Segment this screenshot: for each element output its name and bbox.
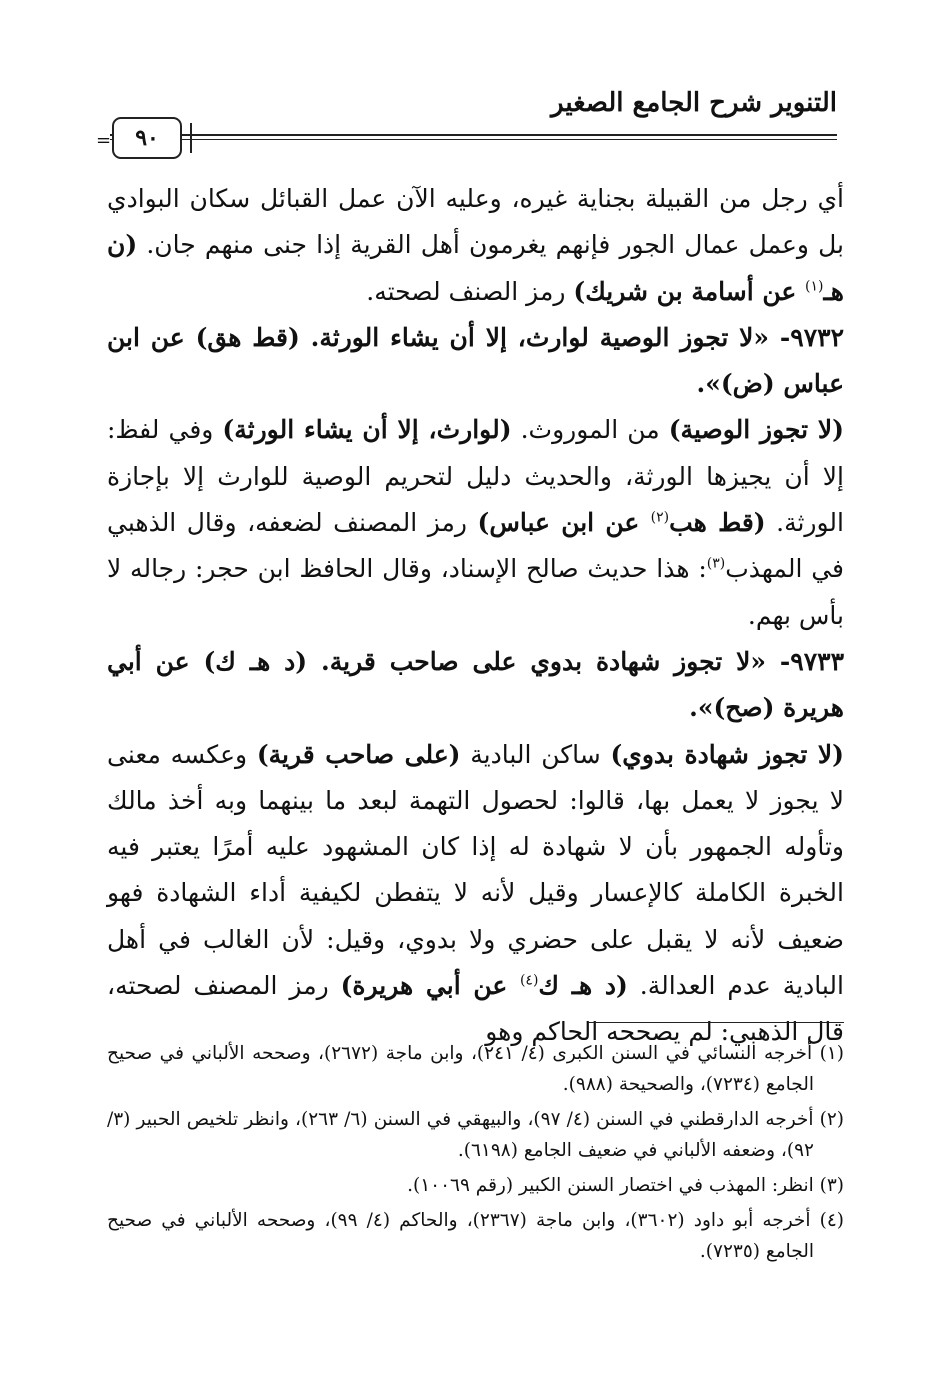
narrator: عن أسامة بن شريك)	[573, 276, 806, 306]
footnote-ref: (١)	[805, 278, 824, 295]
quoted-phrase: (لا تجوز شهادة بدوي)	[610, 739, 844, 769]
footnote-4: (٤) أخرجه أبو داود (٣٦٠٢)، وابن ماجة (٢٣٦٧)، والحاكم (٤/ ٩٩)، وصححه الألباني في صحيح الجامع (٧٢٣٥).	[107, 1210, 844, 1262]
hadith-text: ٩٧٣٣- «لا تجوز شهادة بدوي على صاحب قرية. (د هـ ك) عن أبي هريرة (صح)».	[107, 646, 844, 723]
main-text	[107, 176, 844, 1056]
text-run: وعكسه معنى لا يجوز لا يعمل بها، قالوا: لحصول التهمة لبعد ما بينهما وبه أخذ مالك وتأوله الجمهور بأن لا شهادة له إذا كان المشهود عليه أمرًا يعتبر فيه الخبرة الكاملة كالإعسار وقيل لأنه لا يتفطن لكيفية أداء الشهادة فهو ضعيف لأنه لا يقبل على حضري ولا بدوي، وقيل: لأن الغالب في أهل البادية عدم العدالة.	[107, 739, 844, 1001]
text-run: رمز الصنف لصحته.	[366, 276, 574, 306]
source-code: (ن هـ	[107, 230, 844, 306]
footnote-ref: (٣)	[706, 556, 726, 573]
text-run: وفي لفظ: إلا أن يجيزها الورثة، والحديث دليل لتحريم الوصية للوارث إلا بإجازة الورثة.	[107, 415, 845, 538]
footnote-2: (٢) أخرجه الدارقطني في السنن (٤/ ٩٧)، والبيهقي في السنن (٦/ ٢٦٣)، وانظر تلخيص الحبير (٣/ ٩٢)، وضعفه الألباني في ضعيف الجامع (٦١٩٨).	[107, 1109, 844, 1161]
hadith-9733	[107, 639, 844, 732]
quoted-phrase: (لوارث، إلا أن يشاء الورثة)	[222, 415, 512, 445]
hadith-9732	[107, 315, 844, 408]
footnotes	[107, 1038, 844, 1267]
narrator: عن أبي هريرة)	[340, 971, 520, 1001]
paragraph-3	[107, 732, 844, 1056]
text-run: أي رجل من القبيلة بجناية غيره، وعليه الآن عمل القبائل سكان البوادي بل وعمل عمال الجور فإنهم يغرمون أهل القرية إذا جنى منهم جان.	[107, 184, 844, 260]
paragraph-1	[107, 176, 844, 315]
text-run: : هذا حديث صالح الإسناد، وقال الحافظ ابن حجر: رجاله لا بأس بهم.	[107, 554, 844, 630]
text-run: من الموروث.	[511, 415, 669, 445]
page-number: ٩٠	[112, 117, 182, 159]
page-number-ornament: =	[96, 130, 112, 151]
header-rule-thin	[110, 139, 837, 140]
footnote-ref: (٤)	[519, 972, 539, 989]
header-rule-thick	[110, 134, 837, 136]
text-run: رمز المصنف لصحته، قال الذهبي: لم يصححه الحاكم وهو	[107, 971, 844, 1047]
text-run: ساكن البادية	[460, 739, 611, 769]
narrator: عن ابن عباس)	[477, 508, 651, 538]
source-code: (د هـ ك	[538, 971, 628, 1001]
footnote-1: (١) أخرجه النسائي في السنن الكبرى (٤/ ٢٤١)، وابن ماجة (٢٦٧٢)، وصححه الألباني في صحيح الجامع (٧٢٣٤)، والصحيحة (٩٨٨).	[107, 1043, 844, 1095]
paragraph-2	[107, 407, 844, 638]
running-title: التنوير شرح الجامع الصغير	[551, 88, 837, 118]
source-code: (قط هب	[669, 508, 766, 538]
hadith-text: ٩٧٣٢- «لا تجوز الوصية لوارث، إلا أن يشاء الورثة. (قط هق) عن ابن عباس (ض)».	[107, 322, 844, 399]
footnote-separator	[588, 1022, 844, 1023]
text-run: رمز المصنف لضعفه، وقال الذهبي في المهذب	[107, 508, 844, 584]
quoted-phrase: (لا تجوز الوصية)	[668, 415, 845, 445]
footnote-ref: (٢)	[650, 509, 670, 526]
footnote-3: (٣) انظر: المهذب في اختصار السنن الكبير (رقم ١٠٠٦٩).	[407, 1175, 844, 1196]
quoted-phrase: (على صاحب قرية)	[256, 739, 461, 769]
